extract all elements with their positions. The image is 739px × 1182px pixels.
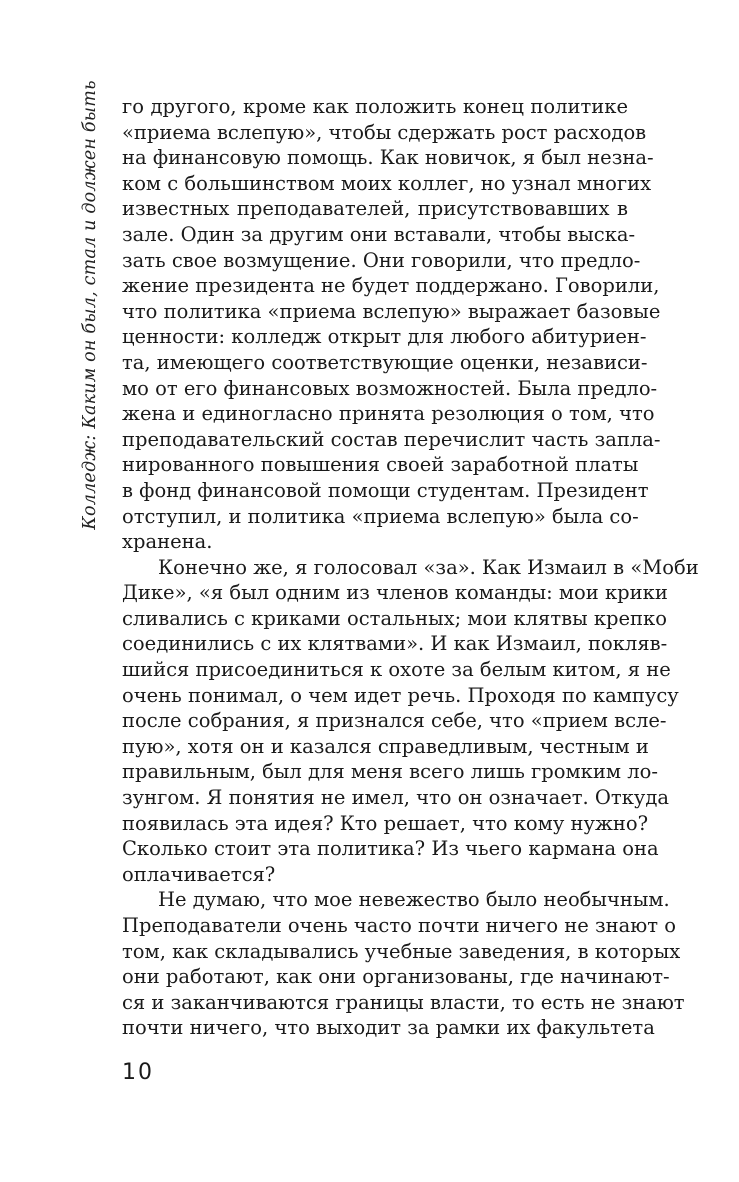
- text-line: Дике», «я был одним из членов команды: мои крики: [122, 581, 668, 605]
- text-line: сливались с криками остальных; мои клятвы крепко: [122, 606, 667, 630]
- text-line: Преподаватели очень часто почти ничего не знают о: [122, 914, 676, 937]
- text-line: преподавательский состав перечислит часть запла-: [122, 427, 661, 451]
- text-line: отступил, и политика «приема вслепую» была со-: [122, 504, 639, 528]
- text-line: нированного повышения своей заработной платы: [122, 453, 639, 477]
- page-number: 10: [122, 1060, 154, 1085]
- text-line: ком с большинством моих коллег, но узнал многих: [122, 171, 652, 195]
- text-line: мо от его финансовых возможностей. Была предло-: [122, 376, 658, 400]
- running-head: [70, 80, 110, 530]
- text-line: они работают, как они организованы, где начинают-: [122, 965, 670, 989]
- text-line: зунгом. Я понятия не имел, что он означает. Откуда: [122, 786, 669, 810]
- text-line: го другого, кроме как положить конец политике: [122, 95, 628, 118]
- text-line: почти ничего, что выходит за рамки их факультета: [122, 1016, 655, 1040]
- body-text: [122, 94, 699, 1041]
- text-line: Конечно же, я голосовал «за». Как Измаил в «Моби: [158, 555, 699, 579]
- text-line: шийся присоединиться к охоте за белым китом, я не: [122, 658, 671, 682]
- text-line: Сколько стоит эта политика? Из чьего кармана она: [122, 837, 659, 861]
- text-line: соединились с их клятвами». И как Измаил, покляв-: [122, 632, 668, 656]
- text-line: после собрания, я признался себе, что «прием всле-: [122, 709, 667, 733]
- text-line: зале. Один за другим они вставали, чтобы выска-: [122, 222, 636, 246]
- text-line: в фонд финансовой помощи студентам. Президент: [122, 478, 649, 502]
- text-line: что политика «приема вслепую» выражает базовые: [122, 299, 661, 323]
- text-line: появилась эта идея? Кто решает, что кому нужно?: [122, 811, 649, 835]
- text-line: «приема вслепую», чтобы сдержать рост расходов: [122, 120, 647, 144]
- text-line: жение президента не будет поддержано. Говорили,: [122, 274, 660, 298]
- text-line: правильным, был для меня всего лишь громким ло-: [122, 760, 658, 784]
- text-line: та, имеющего соответствующие оценки, независи-: [122, 350, 648, 374]
- text-line: ся и заканчиваются границы власти, то есть не знают: [122, 990, 685, 1014]
- text-line: хранена.: [122, 530, 213, 554]
- text-line: ценности: колледж открыт для любого абитуриен-: [122, 325, 647, 349]
- running-head-text: Колледж: Каким он был, стал и должен быть: [80, 80, 100, 530]
- paragraph: [122, 94, 661, 555]
- text-line: на финансовую помощь. Как новичок, я был незна-: [122, 146, 654, 170]
- text-line: оплачивается?: [122, 862, 276, 886]
- text-line: Не думаю, что мое невежество было необычным.: [158, 888, 670, 912]
- text-line: известных преподавателей, присутствовавших в: [122, 197, 628, 221]
- text-line: зать свое возмущение. Они говорили, что предло-: [122, 248, 641, 272]
- text-line: том, как складывались учебные заведения, в которых: [122, 939, 681, 963]
- text-line: жена и единогласно принята резолюция о том, что: [122, 402, 655, 426]
- paragraph: [122, 555, 699, 888]
- paragraph: [122, 887, 685, 1041]
- text-line: пую», хотя он и казался справедливым, честным и: [122, 734, 649, 758]
- text-line: очень понимал, о чем идет речь. Проходя по кампусу: [122, 683, 679, 707]
